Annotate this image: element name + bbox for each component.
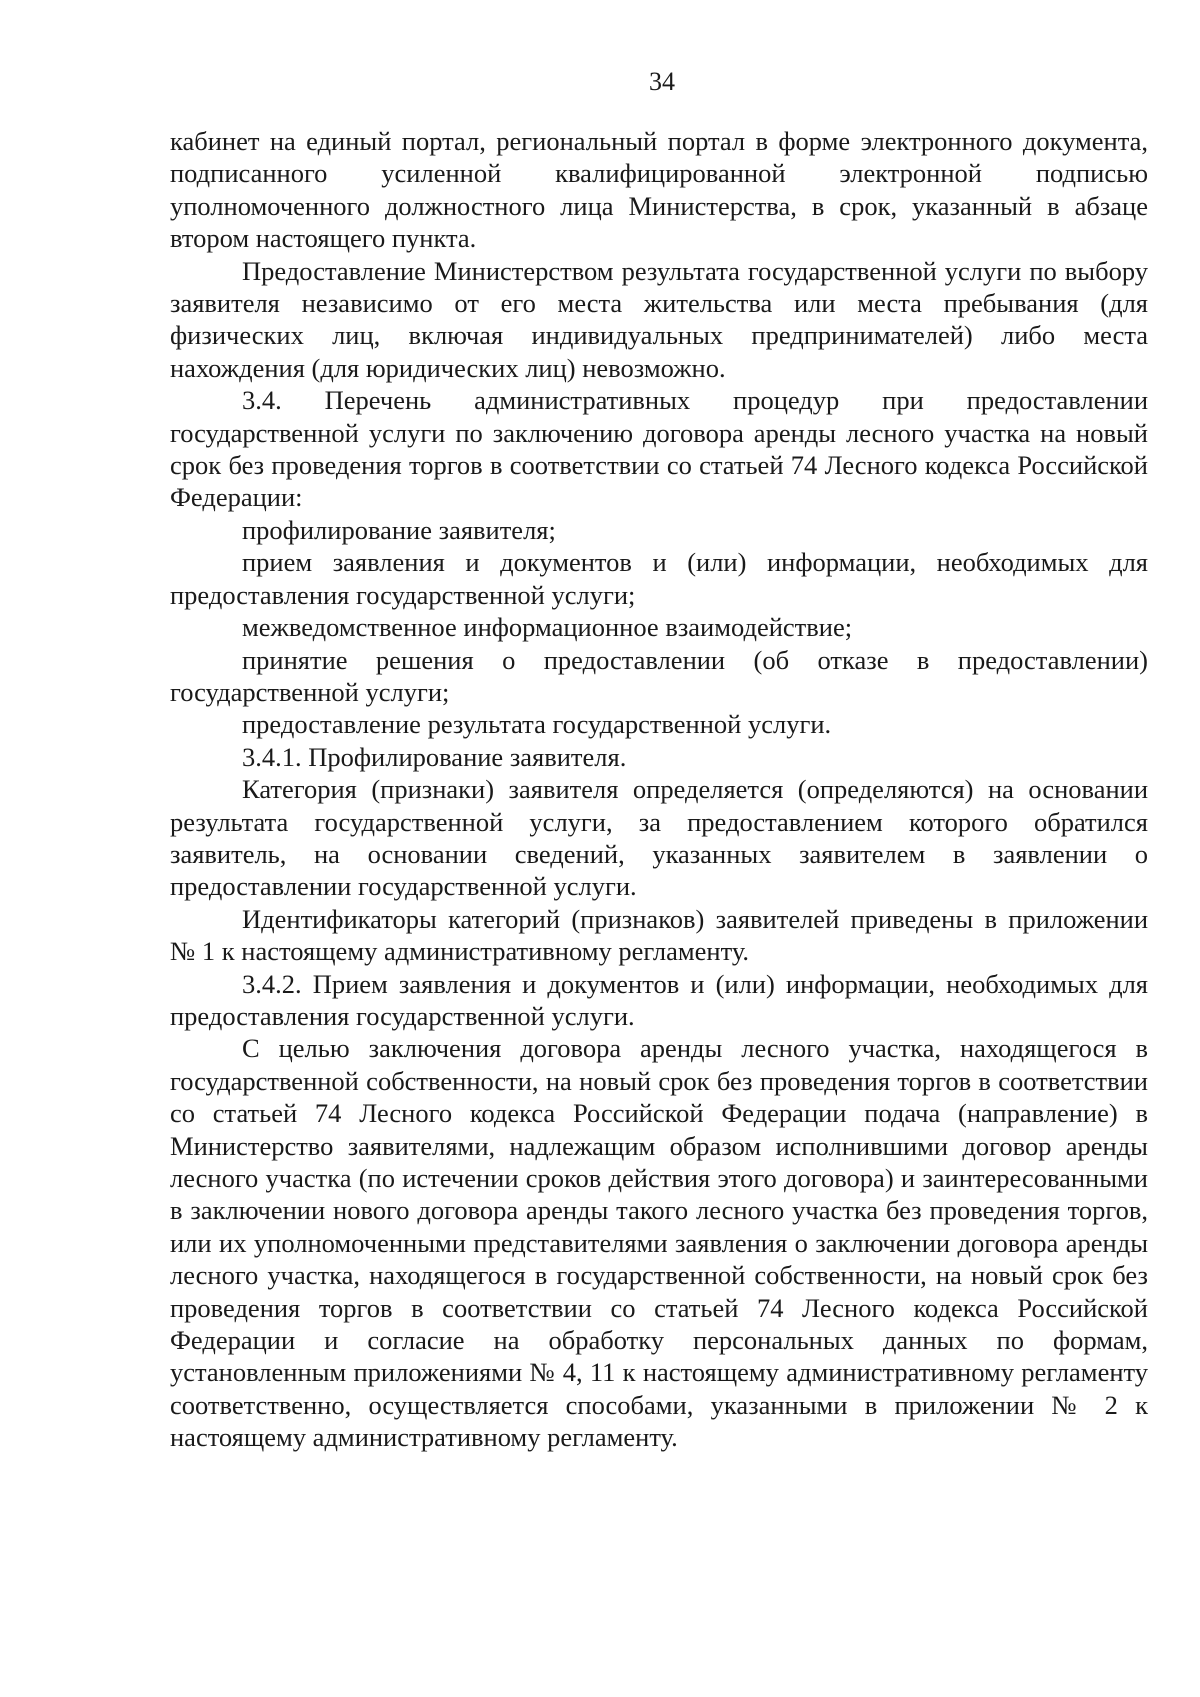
paragraph-section-3-4-2: 3.4.2. Прием заявления и документов и (или) информации, необходимых для предоставления государственной услуги. [170,968,1148,1031]
paragraph-section-3-4-1: 3.4.1. Профилирование заявителя. [242,741,627,772]
paragraph: Категория (признаки) заявителя определяется (определяются) на основании результата государственной услуги, за предоставлением которого обратился заявитель, на основании сведений, указанных заявителем в заявлении о предоставлении государственной услуги. [170,774,1148,902]
page-number: 34 [649,67,675,96]
list-item: межведомственное информационное взаимодействие; [242,612,853,643]
paragraph: Идентификаторы категорий (признаков) заявителей приведены в приложении № 1 к настоящему административному регламенту. [170,903,1148,967]
paragraph: Предоставление Министерством результата государственной услуги по выбору заявителя независимо от его места жительства или места пребывания (для физических лиц, включая индивидуальных предпринимателей) либо места нахождения (для юридических лиц) невозможно. [170,255,1148,383]
document-body [170,125,1148,1454]
list-item: предоставление результата государственной услуги. [242,709,832,740]
list-item: принятие решения о предоставлении (об отказе в предоставлении) государственной услуги; [170,644,1148,707]
paragraph: С целью заключения договора аренды лесного участка, находящегося в государственной собственности, на новый срок без проведения торгов в соответствии со статьей 74 Лесного кодекса Российской Федерации подача (направление) в Министерство заявителями, надлежащим образом исполнившими договор аренды лесного участка (по истечении сроков действия этого договора) и заинтересованными в заключении нового договора аренды такого лесного участка без проведения торгов, или их уполномоченными представителями заявления о заключении договора аренды лесного участка, находящегося в государственной собственности, на новый срок без проведения торгов в соответствии со статьей 74 Лесного кодекса Российской Федерации и согласие на обработку персональных данных по формам, установленным приложениями № 4, 11 к настоящему административному регламенту соответственно, осуществляется способами, указанными в приложении № 2 к настоящему административному регламенту. [170,1033,1148,1453]
paragraph-continuation: кабинет на единый портал, региональный портал в форме электронного документа, подписанного усиленной квалифицированной электронной подписью уполномоченного должностного лица Министерства, в срок, указанный в абзаце втором настоящего пункта. [170,126,1148,254]
list-item: профилирование заявителя; [242,514,556,545]
paragraph-section-3-4: 3.4. Перечень административных процедур при предоставлении государственной услуги по заключению договора аренды лесного участка на новый срок без проведения торгов в соответствии со статьей 74 Лесного кодекса Российской Федерации: [170,385,1148,513]
list-item: прием заявления и документов и (или) информации, необходимых для предоставления государственной услуги; [170,547,1148,610]
